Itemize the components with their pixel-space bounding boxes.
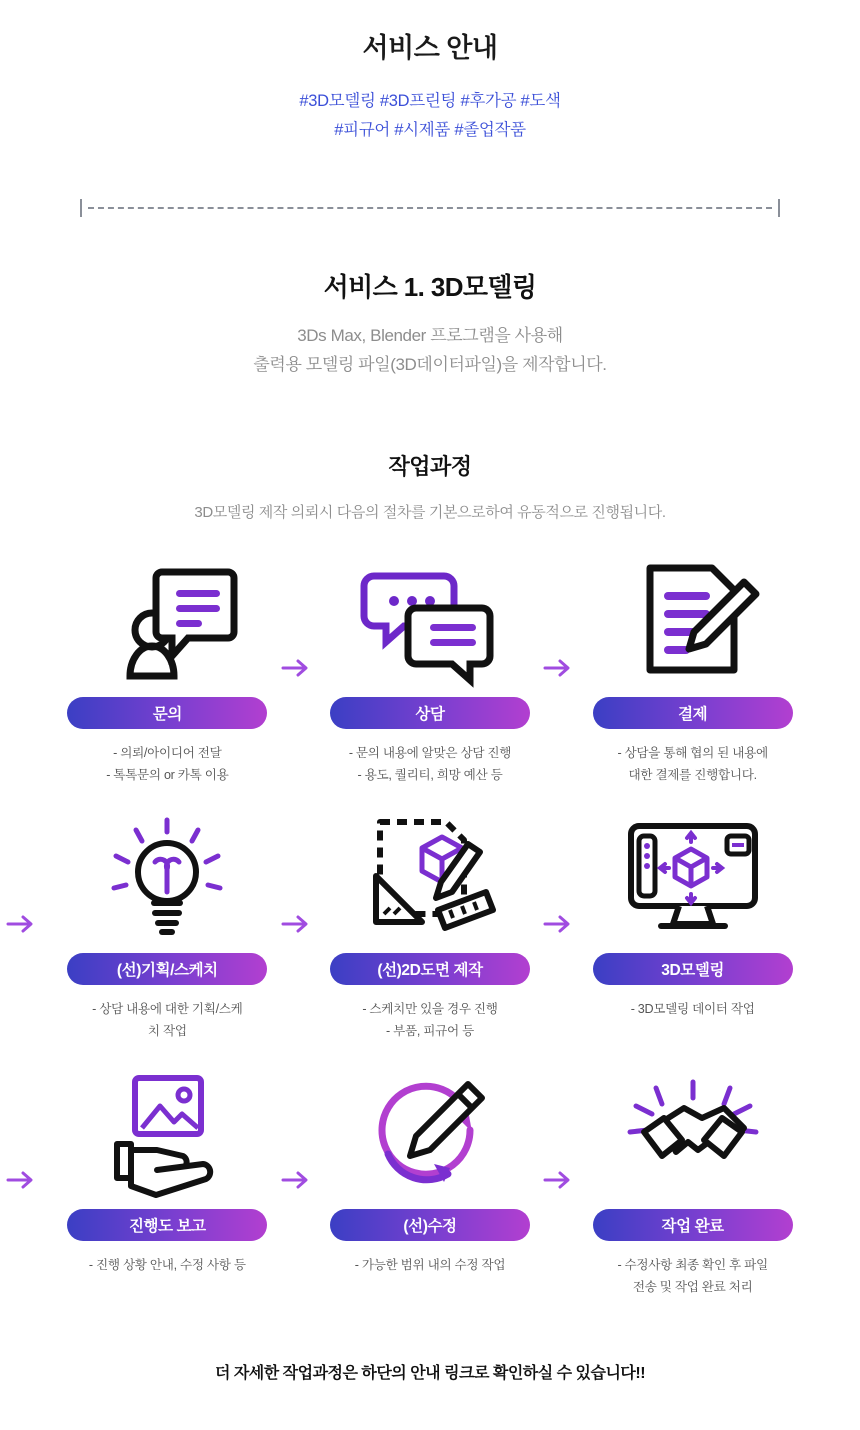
service-description (0, 322, 860, 380)
divider-line (88, 207, 772, 209)
process-step (561, 812, 824, 1050)
page-title: 서비스 안내 (362, 33, 498, 63)
step-label: (선)수정 (330, 1209, 530, 1241)
process-step (299, 1068, 562, 1306)
dashed-divider (80, 197, 780, 219)
step-description-line: - 부품, 피규어 등 (386, 1023, 474, 1038)
process-step (36, 556, 299, 794)
process-step (299, 812, 562, 1050)
process-step (561, 556, 824, 794)
step-description (307, 998, 554, 1042)
step-description-line: - 수정사항 최종 확인 후 파일 (617, 1257, 768, 1272)
service-description-line: 출력용 모델링 파일(3D데이터파일)을 제작합니다. (253, 354, 607, 374)
person-speech-bubble-icon (44, 556, 291, 691)
step-description (307, 742, 554, 786)
hand-image-icon (44, 1068, 291, 1203)
divider-cap-left (80, 199, 82, 217)
step-description (44, 998, 291, 1042)
pencil-revision-icon (307, 1068, 554, 1203)
footer-note: 더 자세한 작업과정은 하단의 안내 링크로 확인하실 수 있습니다!! (214, 1364, 646, 1382)
step-description-line: 대한 결제를 진행합니다. (628, 767, 757, 782)
step-description-line: - 톡톡문의 or 카톡 이용 (106, 767, 229, 782)
service-description-line: 3Ds Max, Blender 프로그램을 사용해 (297, 325, 563, 345)
step-description (569, 742, 816, 786)
monitor-3d-cube-icon (569, 812, 816, 947)
step-description-line: - 가능한 범위 내의 수정 작업 (354, 1257, 506, 1272)
process-steps-grid (0, 556, 860, 1306)
step-label: (선)기획/스케치 (67, 953, 267, 985)
process-title: 작업과정 (388, 453, 472, 479)
step-description-line: - 진행 상황 안내, 수정 사항 등 (88, 1257, 246, 1272)
step-description-line: - 3D모델링 데이터 작업 (630, 1001, 755, 1016)
step-description (569, 1254, 816, 1298)
step-label: 결제 (593, 697, 793, 729)
step-description-line: - 문의 내용에 알맞은 상담 진행 (348, 745, 512, 760)
step-description (44, 1254, 291, 1276)
step-label: 문의 (67, 697, 267, 729)
divider-cap-right (778, 199, 780, 217)
step-description-line: - 상담 내용에 대한 기획/스케 (92, 1001, 243, 1016)
process-step (299, 556, 562, 794)
step-description-line: - 상담을 통해 협의 된 내용에 (617, 745, 768, 760)
lightbulb-idea-icon (44, 812, 291, 947)
handshake-icon (569, 1068, 816, 1203)
process-step (36, 1068, 299, 1306)
step-description (307, 1254, 554, 1276)
hashtag-list (0, 87, 860, 145)
step-description-line: - 스케치만 있을 경우 진행 (362, 1001, 498, 1016)
service-section (0, 267, 860, 380)
process-subtitle: 3D모델링 제작 의뢰시 다음의 절차를 기본으로하여 유동적으로 진행됩니다. (194, 503, 666, 521)
step-label: 작업 완료 (593, 1209, 793, 1241)
step-description-line: 전송 및 작업 완료 처리 (632, 1279, 753, 1294)
blueprint-ruler-icon (307, 812, 554, 947)
step-label: 진행도 보고 (67, 1209, 267, 1241)
step-description (44, 742, 291, 786)
process-step (561, 1068, 824, 1306)
step-description-line: - 의뢰/아이디어 전달 (113, 745, 222, 760)
step-description-line: 치 작업 (147, 1023, 187, 1038)
hashtag-line: #피규어 #시제품 #졸업작품 (334, 120, 526, 139)
page-header (0, 0, 860, 145)
hashtag-line: #3D모델링 #3D프린팅 #후가공 #도색 (299, 92, 561, 110)
step-label: 상담 (330, 697, 530, 729)
arrow-right-icon (6, 1170, 38, 1190)
step-label: (선)2D도면 제작 (330, 953, 530, 985)
two-speech-bubbles-icon (307, 556, 554, 691)
step-label: 3D모델링 (593, 953, 793, 985)
step-description-line: - 용도, 퀄리티, 희망 예산 등 (357, 767, 503, 782)
process-header (0, 450, 860, 522)
process-step (36, 812, 299, 1050)
step-description (569, 998, 816, 1020)
service-title: 서비스 1. 3D모델링 (323, 271, 537, 302)
arrow-right-icon (6, 914, 38, 934)
document-pencil-icon (569, 556, 816, 691)
